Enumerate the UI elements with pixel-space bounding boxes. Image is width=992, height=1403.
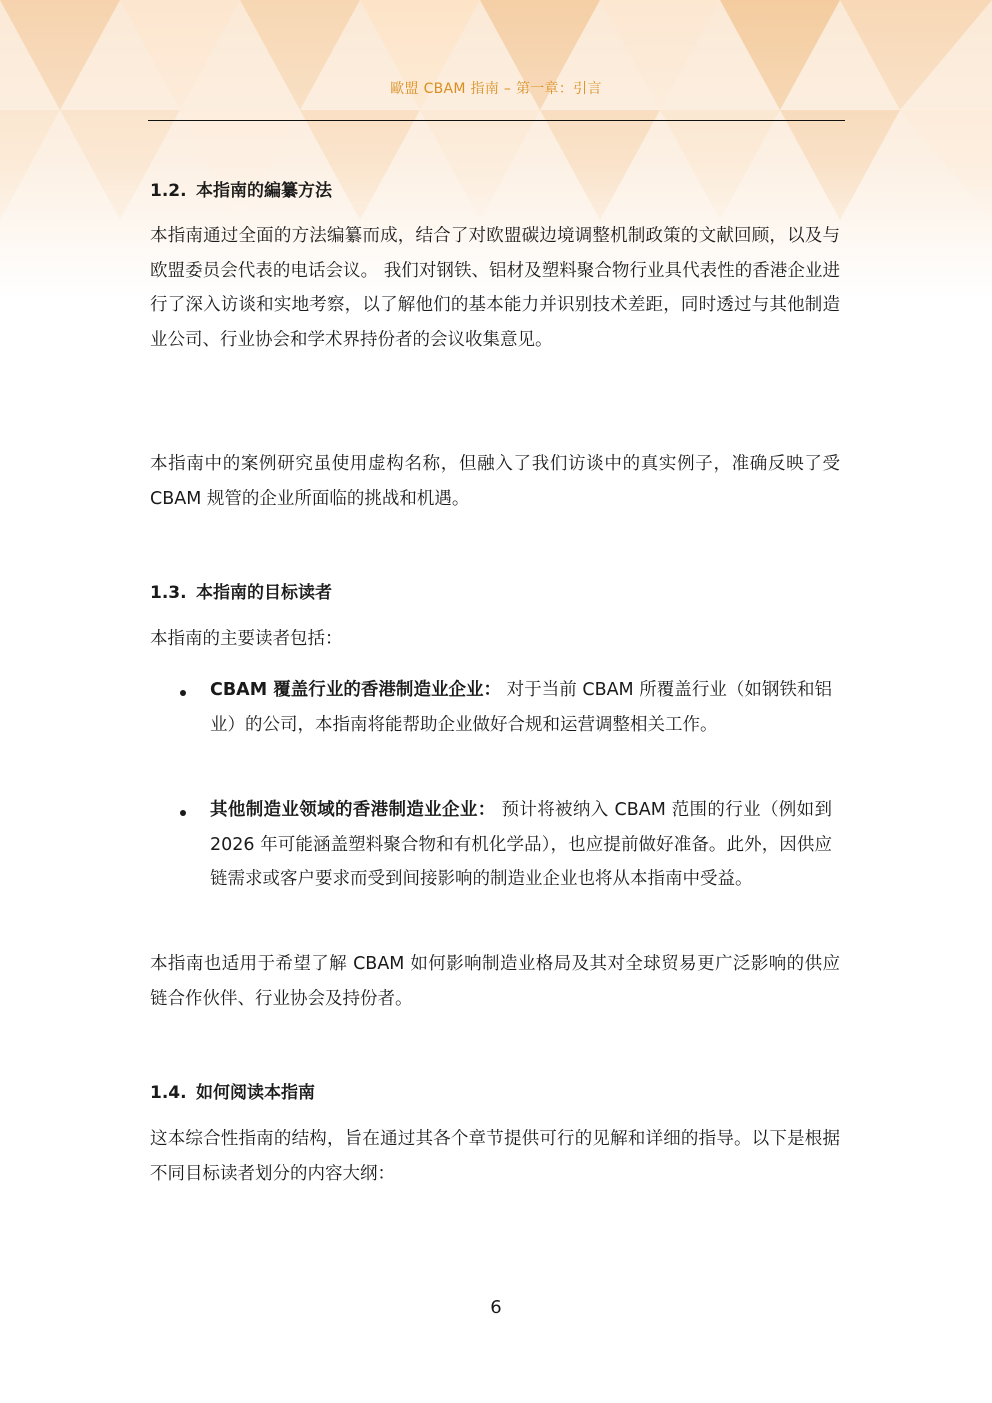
paragraph-case-studies: 本指南中的案例研究虽使用虚构名称，但融入了我们访谈中的真实例子，准确反映了受 CBAM 规管的企业所面临的挑战和机遇。 [150, 454, 840, 509]
section-number: 1.4. [150, 1083, 187, 1103]
list-item [210, 673, 832, 742]
bullet-text: 预计将被纳入 CBAM 范围的行业（例如到 2026 年可能涵盖塑料聚合物和有机化学品），也应提前做好准备。此外，因供应链需求或客户要求而受到间接影响的制造业企业也将从本指南中受益。 [210, 800, 832, 889]
header-divider [148, 120, 845, 121]
page-number: 6 [490, 1297, 502, 1318]
bullet-dot [180, 690, 186, 696]
bullet-label: 其他制造业领域的香港制造业企业： [210, 800, 496, 820]
bullet-text: 对于当前 CBAM 所覆盖行业（如钢铁和铝业）的公司，本指南将能帮助企业做好合规和运营调整相关工作。 [210, 680, 832, 735]
section-heading-1-4 [150, 1078, 315, 1103]
section-number: 1.3. [150, 583, 187, 603]
paragraph-readers-closing: 本指南也适用于希望了解 CBAM 如何影响制造业格局及其对全球贸易更广泛影响的供应链合作伙伴、行业协会及持份者。 [150, 954, 840, 1009]
section-title: 本指南的編纂方法 [196, 181, 332, 201]
paragraph-methodology: 本指南通过全面的方法编纂而成，结合了对欧盟碳边境调整机制政策的文献回顾，以及与欧盟委员会代表的电话会议。 我们对钢铁、铝材及塑料聚合物行业具代表性的香港企业进行了深入访谈和实地考察，以了解他们的基本能力并识别技术差距，同时透过与其他制造业公司、行业协会和学术界持份者的会议收集意见。 [150, 226, 840, 350]
section-title: 本指南的目标读者 [196, 583, 332, 603]
list-item [210, 793, 832, 897]
paragraph-readers-intro: 本指南的主要读者包括： [150, 629, 343, 649]
bullet-dot [180, 810, 186, 816]
paragraph-how-to-read: 这本综合性指南的结构，旨在通过其各个章节提供可行的见解和详细的指导。以下是根据不同目标读者划分的内容大纲： [150, 1129, 840, 1184]
section-heading-1-3 [150, 578, 332, 603]
bullet-label: CBAM 覆盖行业的香港制造业企业： [210, 680, 502, 700]
section-number: 1.2. [150, 181, 187, 201]
section-heading-1-2 [150, 176, 332, 201]
section-title: 如何阅读本指南 [196, 1083, 315, 1103]
running-header: 歐盟 CBAM 指南 – 第一章：引言 [390, 81, 602, 97]
